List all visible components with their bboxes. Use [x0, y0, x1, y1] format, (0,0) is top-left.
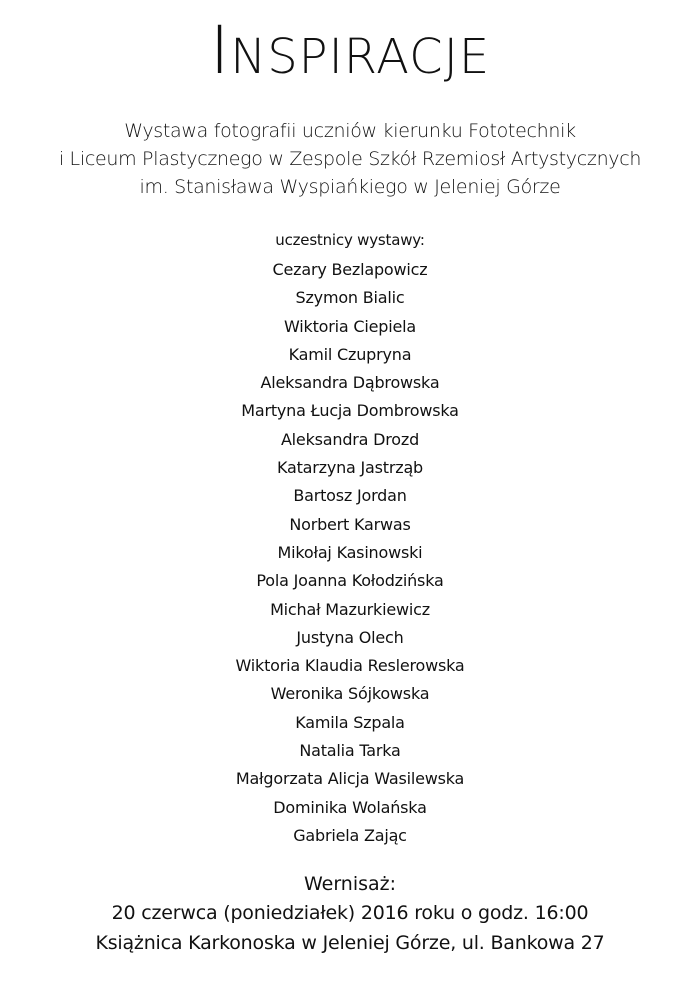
- participant-name: Natalia Tarka: [299, 741, 401, 761]
- exhibition-description: [0, 117, 700, 201]
- participant-name: Bartosz Jordan: [293, 486, 407, 506]
- participant-name: Dominika Wolańska: [273, 797, 427, 817]
- participants-label: uczestnicy wystawy:: [275, 231, 425, 249]
- participant-name: Justyna Olech: [296, 627, 404, 647]
- participant-name: Martyna Łucja Dombrowska: [241, 401, 459, 421]
- participant-name: Michał Mazurkiewicz: [270, 599, 430, 619]
- vernissage-section: [0, 870, 700, 958]
- participants-list: [0, 256, 700, 850]
- description-line: i Liceum Plastycznego w Zespole Szkół Rzemiosł Artystycznych: [58, 148, 642, 170]
- participant-name: Cezary Bezlapowicz: [272, 260, 428, 279]
- participant-name: Kamil Czupryna: [288, 344, 412, 364]
- participant-name: Wiktoria Ciepiela: [284, 316, 416, 336]
- description-line: Wystawa fotografii uczniów kierunku Fototechnik: [124, 120, 576, 142]
- participant-name: Mikołaj Kasinowski: [277, 542, 423, 562]
- participant-name: Wiktoria Klaudia Reslerowska: [235, 656, 465, 676]
- participant-name: Katarzyna Jastrząb: [276, 458, 424, 478]
- participant-name: Kamila Szpala: [295, 712, 405, 732]
- title-rest: NSPIRACJE: [230, 29, 491, 85]
- vernissage-heading: Wernisaż:: [303, 873, 397, 895]
- participant-name: Aleksandra Drozd: [280, 429, 420, 449]
- participant-name: Gabriela Zając: [293, 825, 407, 845]
- participant-name: Szymon Bialic: [295, 288, 405, 308]
- description-line: im. Stanisława Wyspiańkiego w Jeleniej Górze: [139, 176, 561, 198]
- poster-title: [0, 12, 700, 89]
- vernissage-date: 20 czerwca (poniedziałek) 2016 roku o godz. 16:00: [111, 902, 589, 924]
- participant-name: Pola Joanna Kołodzińska: [256, 571, 444, 591]
- title-first-letter: I: [209, 12, 231, 89]
- participant-name: Weronika Sójkowska: [270, 684, 430, 704]
- participant-name: Norbert Karwas: [289, 514, 411, 534]
- participant-name: Małgorzata Alicja Wasilewska: [235, 769, 465, 789]
- participant-name: Aleksandra Dąbrowska: [260, 373, 440, 393]
- vernissage-venue: Książnica Karkonoska w Jeleniej Górze, ul. Bankowa 27: [95, 932, 605, 954]
